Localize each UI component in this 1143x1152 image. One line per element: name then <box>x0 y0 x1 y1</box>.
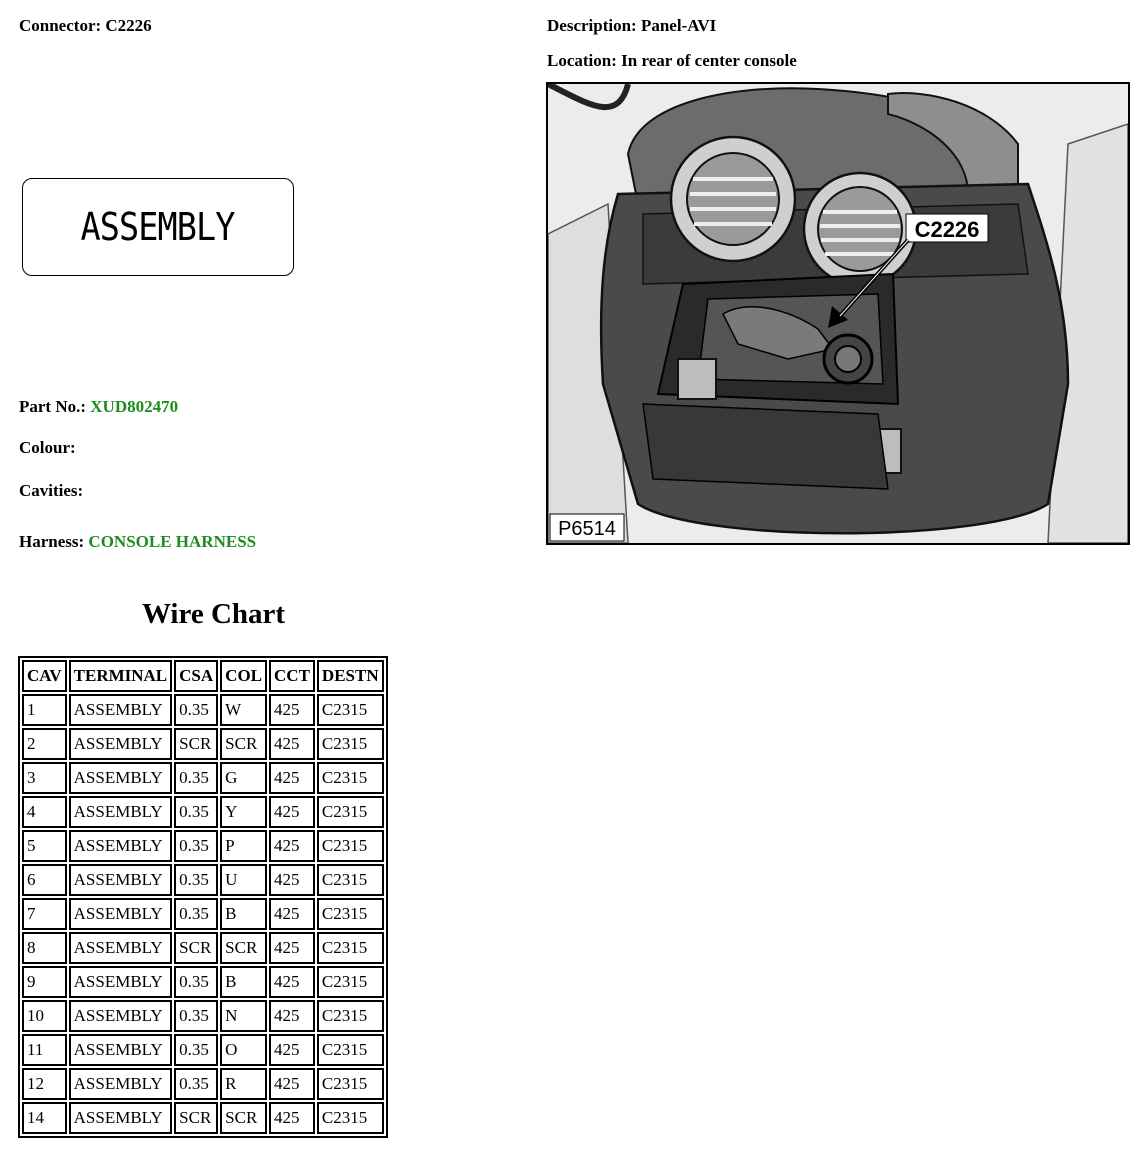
table-row <box>22 694 384 726</box>
cell-cct: 425 <box>269 966 315 998</box>
cell-col: O <box>220 1034 267 1066</box>
photo-reference: P6514 <box>558 518 616 540</box>
cell-destn: C2315 <box>317 762 384 794</box>
cell-destn: C2315 <box>317 1068 384 1100</box>
table-row <box>22 966 384 998</box>
cell-terminal: ASSEMBLY <box>69 796 173 828</box>
cell-cct: 425 <box>269 1034 315 1066</box>
cell-cct: 425 <box>269 830 315 862</box>
left-vent <box>671 137 795 261</box>
cell-cav: 5 <box>22 830 67 862</box>
cell-col: Y <box>220 796 267 828</box>
cell-terminal: ASSEMBLY <box>69 728 173 760</box>
cell-cct: 425 <box>269 1102 315 1134</box>
harness-field <box>19 532 256 552</box>
cell-terminal: ASSEMBLY <box>69 898 173 930</box>
cell-cav: 1 <box>22 694 67 726</box>
cell-destn: C2315 <box>317 694 384 726</box>
table-row <box>22 1000 384 1032</box>
cell-cct: 425 <box>269 762 315 794</box>
connector-label: Connector: <box>19 16 102 35</box>
cell-csa: 0.35 <box>174 694 218 726</box>
colour-field <box>19 438 76 458</box>
table-row <box>22 1102 384 1134</box>
cell-destn: C2315 <box>317 1000 384 1032</box>
cell-terminal: ASSEMBLY <box>69 864 173 896</box>
cell-col: G <box>220 762 267 794</box>
cell-cct: 425 <box>269 796 315 828</box>
location-photo <box>546 82 1130 545</box>
cell-cav: 4 <box>22 796 67 828</box>
cell-cav: 7 <box>22 898 67 930</box>
cell-col: SCR <box>220 1102 267 1134</box>
cell-cav: 6 <box>22 864 67 896</box>
cell-csa: 0.35 <box>174 1034 218 1066</box>
location-label: Location: <box>547 51 617 70</box>
part-no-link[interactable]: XUD802470 <box>90 397 179 416</box>
cell-cav: 11 <box>22 1034 67 1066</box>
cell-csa: SCR <box>174 1102 218 1134</box>
console-illustration <box>548 84 1128 543</box>
cell-destn: C2315 <box>317 1102 384 1134</box>
cell-csa: 0.35 <box>174 1068 218 1100</box>
cell-destn: C2315 <box>317 864 384 896</box>
description-value: Panel-AVI <box>640 16 717 35</box>
cell-destn: C2315 <box>317 966 384 998</box>
table-row <box>22 864 384 896</box>
wire-chart-table <box>18 656 388 1138</box>
wire-chart-title: Wire Chart <box>141 598 286 630</box>
cell-col: P <box>220 830 267 862</box>
colour-label: Colour: <box>19 438 76 457</box>
description-label: Description: <box>547 16 637 35</box>
cell-csa: 0.35 <box>174 796 218 828</box>
cell-cct: 425 <box>269 1068 315 1100</box>
cell-destn: C2315 <box>317 796 384 828</box>
col-header-csa: CSA <box>174 660 218 692</box>
cell-destn: C2315 <box>317 932 384 964</box>
cell-terminal: ASSEMBLY <box>69 1102 173 1134</box>
table-row <box>22 932 384 964</box>
cell-terminal: ASSEMBLY <box>69 966 173 998</box>
table-row <box>22 898 384 930</box>
cell-csa: 0.35 <box>174 762 218 794</box>
connector-value: C2226 <box>105 16 152 35</box>
cell-cav: 3 <box>22 762 67 794</box>
cell-terminal: ASSEMBLY <box>69 694 173 726</box>
right-vent <box>804 173 916 285</box>
col-header-col: COL <box>220 660 267 692</box>
cell-destn: C2315 <box>317 898 384 930</box>
cell-cav: 9 <box>22 966 67 998</box>
cell-csa: 0.35 <box>174 830 218 862</box>
col-header-destn: DESTN <box>317 660 384 692</box>
cell-terminal: ASSEMBLY <box>69 1000 173 1032</box>
cell-cav: 12 <box>22 1068 67 1100</box>
wire-chart-header-row <box>22 660 384 692</box>
cell-terminal: ASSEMBLY <box>69 1034 173 1066</box>
cell-csa: 0.35 <box>174 966 218 998</box>
cell-csa: SCR <box>174 932 218 964</box>
cell-terminal: ASSEMBLY <box>69 932 173 964</box>
harness-label: Harness: <box>19 532 85 551</box>
cavities-field <box>19 481 83 501</box>
cell-cav: 10 <box>22 1000 67 1032</box>
location-field <box>547 51 797 71</box>
col-header-terminal: TERMINAL <box>69 660 173 692</box>
cell-cct: 425 <box>269 694 315 726</box>
cell-col: W <box>220 694 267 726</box>
cavities-label: Cavities: <box>19 481 84 500</box>
table-row <box>22 830 384 862</box>
cell-col: U <box>220 864 267 896</box>
cell-col: N <box>220 1000 267 1032</box>
cell-csa: 0.35 <box>174 898 218 930</box>
connector-assembly-image <box>22 178 294 276</box>
table-row <box>22 796 384 828</box>
cell-col: SCR <box>220 728 267 760</box>
cell-terminal: ASSEMBLY <box>69 762 173 794</box>
cell-destn: C2315 <box>317 830 384 862</box>
cell-terminal: ASSEMBLY <box>69 1068 173 1100</box>
cell-csa: 0.35 <box>174 864 218 896</box>
col-header-cct: CCT <box>269 660 315 692</box>
cell-cct: 425 <box>269 1000 315 1032</box>
cell-col: R <box>220 1068 267 1100</box>
cell-destn: C2315 <box>317 1034 384 1066</box>
cell-terminal: ASSEMBLY <box>69 830 173 862</box>
part-no-field <box>19 397 178 417</box>
col-header-cav: CAV <box>22 660 67 692</box>
cell-csa: 0.35 <box>174 1000 218 1032</box>
cell-cct: 425 <box>269 864 315 896</box>
description-field <box>547 16 716 36</box>
cell-col: B <box>220 898 267 930</box>
cell-col: B <box>220 966 267 998</box>
wire-chart-body <box>22 694 384 1134</box>
cell-cct: 425 <box>269 932 315 964</box>
table-row <box>22 1068 384 1100</box>
callout-label: C2226 <box>914 217 980 242</box>
part-no-label: Part No.: <box>19 397 87 416</box>
connector-field <box>19 16 152 36</box>
assembly-text: ASSEMBLY <box>80 205 236 249</box>
table-row <box>22 762 384 794</box>
harness-link[interactable]: CONSOLE HARNESS <box>88 532 257 551</box>
table-row <box>22 1034 384 1066</box>
cell-cav: 8 <box>22 932 67 964</box>
cell-cav: 14 <box>22 1102 67 1134</box>
cell-csa: SCR <box>174 728 218 760</box>
cell-cct: 425 <box>269 898 315 930</box>
cell-cav: 2 <box>22 728 67 760</box>
table-row <box>22 728 384 760</box>
cell-cct: 425 <box>269 728 315 760</box>
cell-col: SCR <box>220 932 267 964</box>
location-value: In rear of center console <box>621 51 797 70</box>
cell-destn: C2315 <box>317 728 384 760</box>
